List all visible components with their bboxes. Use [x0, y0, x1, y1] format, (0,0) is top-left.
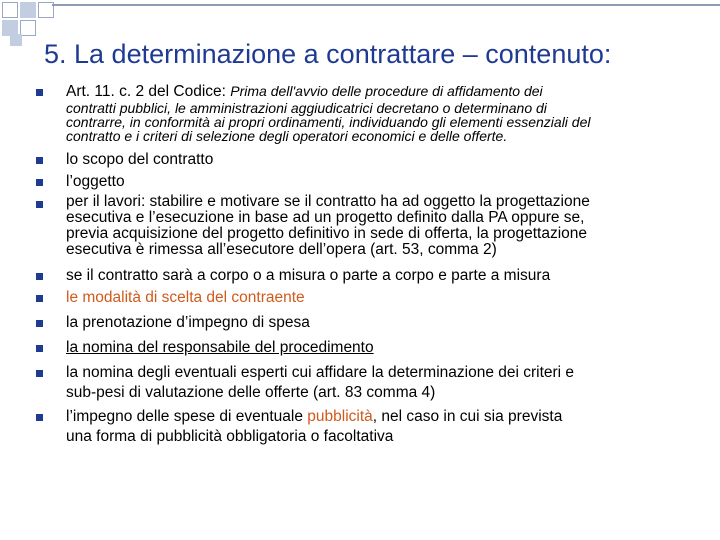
- decor-square: [20, 20, 36, 36]
- item-text-line: previa acquisizione del progetto definitivo in sede di offerta, la progettazione: [66, 225, 588, 242]
- list-item: [36, 150, 712, 172]
- content-list: [36, 82, 712, 451]
- decor-square: [20, 2, 36, 18]
- underlined-item-text: la nomina del responsabile del procedimento: [66, 339, 374, 356]
- square-bullet-icon: [36, 320, 43, 327]
- decor-square: [2, 2, 18, 18]
- article-quote-line: Prima dell'avvio delle procedure di affidamento dei: [230, 83, 543, 99]
- item-text: , nel caso in cui sia prevista: [372, 408, 563, 425]
- item-text: la prenotazione d’impegno di spesa: [66, 314, 310, 331]
- square-bullet-icon: [36, 345, 43, 352]
- square-bullet-icon: [36, 414, 43, 421]
- square-bullet-icon: [36, 157, 43, 164]
- slide-title: 5. La determinazione a contrattare – contenuto:: [44, 39, 612, 69]
- list-item: [36, 288, 712, 313]
- item-text-line: per il lavori: stabilire e motivare se il contratto ha ad oggetto la progettazione: [66, 193, 590, 210]
- list-item: [36, 363, 712, 407]
- title-rule: [52, 4, 720, 6]
- list-item: [36, 172, 712, 194]
- square-bullet-icon: [36, 179, 43, 186]
- list-item: [36, 338, 712, 363]
- list-item: [36, 266, 712, 288]
- item-text-line: sub-pesi di valutazione delle offerte (art. 83 comma 4): [66, 384, 436, 401]
- item-text: l’oggetto: [66, 173, 125, 190]
- article-quote-line: contratti pubblici, le amministrazioni aggiudicatrici decretano o determinano di: [66, 100, 547, 116]
- square-bullet-icon: [36, 273, 43, 280]
- article-quote-line: contrarre, in conformità ai propri ordinamenti, individuando gli elementi essenziali del: [66, 113, 591, 130]
- item-text-line: una forma di pubblicità obbligatoria o facoltativa: [66, 428, 394, 445]
- list-item: [36, 82, 712, 150]
- highlighted-item-text: le modalità di scelta del contraente: [66, 289, 305, 306]
- list-item: [36, 313, 712, 338]
- list-item: [36, 194, 712, 266]
- item-text: lo scopo del contratto: [66, 151, 214, 168]
- item-text-line: la nomina degli eventuali esperti cui affidare la determinazione dei criteri e: [66, 364, 575, 381]
- highlighted-word: pubblicità: [307, 408, 373, 425]
- square-bullet-icon: [36, 89, 43, 96]
- decor-square: [10, 34, 22, 46]
- article-reference: Art. 11. c. 2 del Codice:: [66, 83, 231, 100]
- square-bullet-icon: [36, 201, 43, 208]
- item-text-line: esecutiva e l’esecuzione in base ad un progetto definito dalla PA oppure se,: [66, 209, 585, 226]
- square-bullet-icon: [36, 295, 43, 302]
- article-quote-line: contratto e i criteri di selezione degli operatori economici e delle offerte.: [66, 127, 508, 144]
- list-item: [36, 407, 712, 451]
- item-text-line: esecutiva è rimessa all’esecutore dell’opera (art. 53, comma 2): [66, 241, 497, 258]
- square-bullet-icon: [36, 370, 43, 377]
- item-text: se il contratto sarà a corpo o a misura o parte a corpo e parte a misura: [66, 267, 551, 284]
- item-text: l’impegno delle spese di eventuale: [66, 408, 308, 425]
